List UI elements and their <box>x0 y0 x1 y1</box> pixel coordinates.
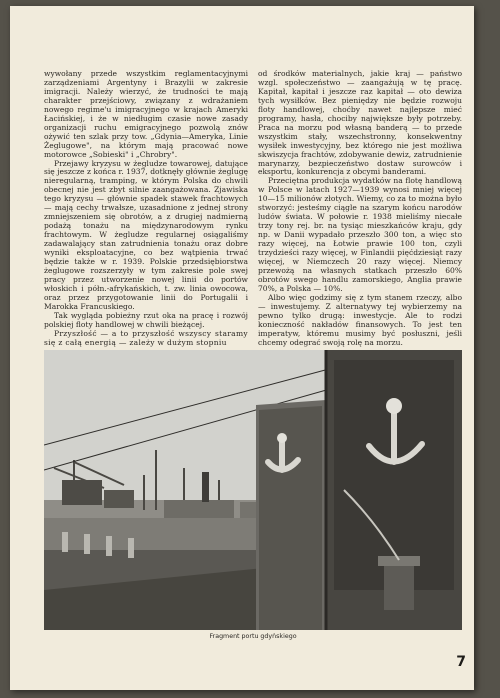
page-number: 7 <box>456 654 466 670</box>
paragraph: Przyszłość — a to przyszłość wszyscy staramy się z całą energią — zależy w dużym stopniu <box>44 328 248 347</box>
paragraph: Albo więc godzimy się z tym stanem rzeczy, albo — inwestujemy. Z alternatywy tej wybierzemy na pewno tylko drugą: inwestycje. Ale to rodzi konieczność nakładów finansowych. To jest ten imperatyw, któremu musimy być posłuszni, jeśli chcemy odegrać swoją rolę na morzu. <box>258 292 462 347</box>
paragraph: Tak wygląda pobieżny rzut oka na pracę i rozwój polskiej floty handlowej w chwili bieżącej. <box>44 310 248 329</box>
magazine-page <box>10 6 474 690</box>
paragraph: Przeciętna produkcja wydatków na flotę handlową w Polsce w latach 1927—1939 wynosi mniej więcej 10—15 milionów złotych. Wiemy, co za to można było stworzyć: jesteśmy ciągle na szarym końcu narodów ludów świata. W połowie r. 1938 mieliśmy niecałe trzy tony rej. br. na tysiąc mieszkańców kraju, gdy np. w Danii wypadało przeszło 300 ton, a więc sto razy więcej, na Łotwie prawie 100 ton, czyli trzydzieści razy więcej, w Finlandii pięćdziesiąt razy więcej, w Niemczech 20 razy więcej. Niemcy przewożą na własnych statkach przeszło 60% obrotów swego handlu zamorskiego, Anglia prawie 70%, a Polska — 10%. <box>258 176 462 293</box>
photo-caption: Fragment portu gdyńskiego <box>209 633 297 640</box>
paragraph: od środków materialnych, jakie kraj — państwo wzgl. społeczeństwo — zaangażują w tę pracę. Kapitał, kapitał i jeszcze raz kapitał — oto dewiza tych wysiłków. Bez pieniędzy nie będzie rozwoju floty handlowej, choćby nawet najlepsze mieć programy, hasła, chociby największe były potrzeby. Praca na morzu pod własną banderą — to przede wszystkim stały, wszechstronny, konsekwentny wysiłek inwestycyjny, bez którego nie jest możliwa skwiszycja frachtów, zdobywanie dewiz, zatrudnienie marynarzy, bezpieczeństwo dostaw surowców i eksportu, konkurencja z obcymi banderami. <box>258 69 462 177</box>
right-text-column <box>258 70 462 366</box>
left-text-column <box>44 70 248 348</box>
port-photograph <box>44 350 462 630</box>
paragraph: Przejawy kryzysu w żegludze towarowej, datujące się jeszcze z końca r. 1937, dotknęły głównie żeglugę nieregularną, tramping, w którym Polska do chwili obecnej nie jest zbyt silnie zaangażowana. Zjawiska tego kryzysu — głównie spadek stawek frachtowych — mają cechy trwałsze, uzasadnione z jednej strony zmniejszeniem się obrotów, a z drugiej nadmierną podażą tonażu na międzynarodowym rynku frachtowym. W żegludze regularnej osiągaliśmy zadawalający stan zatrudnienia tonażu oraz dobre wyniki eksploatacyjne, co bez wątpienia trwać będzie także w r. 1939. Polskie przedsiębiorstwa żeglugowe rozszerzyły w tym zakresie pole swej pracy przez utworzenie nowej linii do portów włoskich i półn.-afrykańskich, t. zw. linia owocowa, oraz przez przygotowanie linii do Portugalii i Marokka Francuskiego. <box>44 158 248 311</box>
paragraph: wywołany przede wszystkim reglamentacyjnymi zarządzeniami Argentyny i Brazylii w zakresie imigracji. Należy wierzyć, że trudności te mają charakter przejściowy, związany z wdrażaniem nowego regime'u imigracyjnego w krajach Ameryki Łacińskiej, i że w niedługim czasie nowe zasady organizacji ruchu emigracyjnego pozwolą znów ożywić ten szlak przy tow. „Gdynia—Ameryka, Linie Żeglugowe", na którym mają pracować nowe motorowce „Sobieski" i „Chrobry". <box>44 69 248 159</box>
